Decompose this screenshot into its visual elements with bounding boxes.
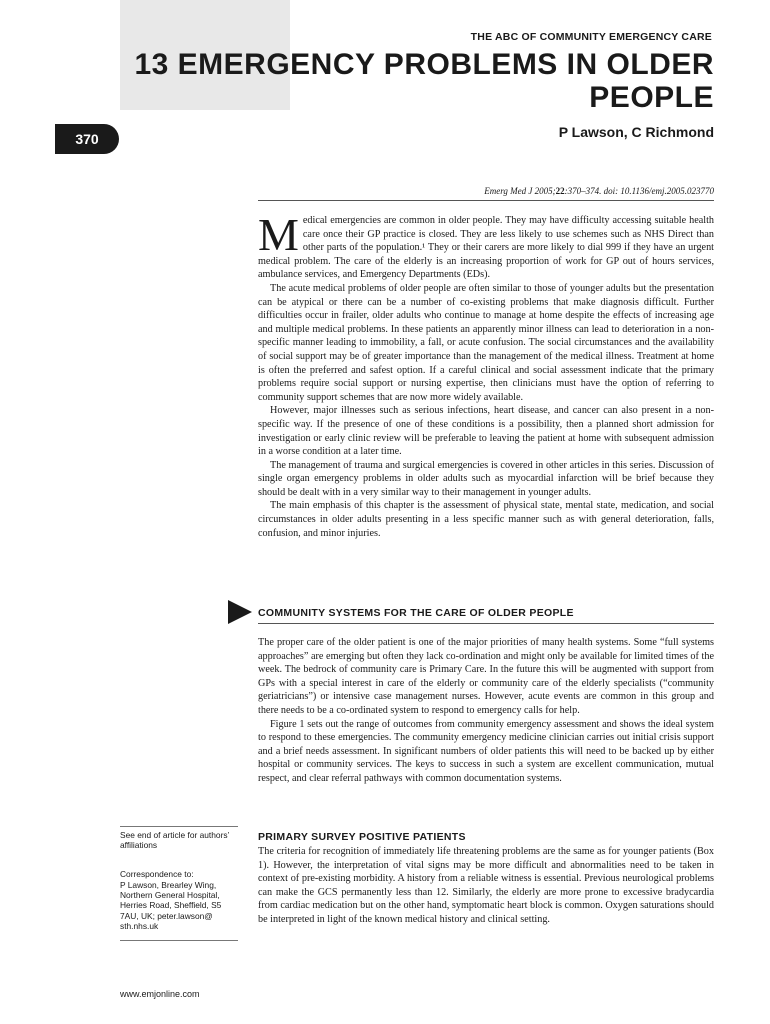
authors: P Lawson, C Richmond — [558, 124, 714, 140]
primary-survey-paragraph-1: The criteria for recognition of immediately life threatening problems are the same as for younger patients (Box 1). However, the interpretation of vital signs may be more difficult and abnormalities need to be taken in context of pre-existing morbidity. A history from a reliable witness is essential. Previous neurological problems can make the GCS permanently less than 12. Similarly, the elderly are more prone to excessive bradycardia from cardiac medication but on the other hand, symptomatic heart block is common. Oxygen saturations should be interpreted in light of the known medical history and clinical setting. — [258, 846, 714, 925]
journal-url: www.emjonline.com — [120, 989, 200, 999]
intro-paragraph-2: The acute medical problems of older people are often similar to those of younger adults but the presentation can be atypical or there can be a number of co-existing problems that make diagnosis difficult. Further difficulties occur in frailer, older adults who continue to manage at home despite the effects of increasing age and multiple medical problems. In these patients an apparently minor illness can lead to deterioration in a non-specific manner leading to immobility, a fall, or acute confusion. The social circumstances and the availability of social support may be of greater importance than the management of the medical illness. Treatment at home is often the preferred and safest option. If a careful clinical and social assessment indicate that the primary problems require social support or nursing expertise, then clinicians must have the option of referring to community support schemes that are now more widely available. — [258, 282, 714, 403]
intro-paragraph-4: The management of trauma and surgical emergencies is covered in other articles in this series. Discussion of single organ emergency problems in older adults such as myocardial infarction will be brief because they should be dealt with in a very similar way to their management in younger adults. — [258, 459, 714, 498]
intro-body — [258, 209, 714, 540]
citation-rest: :370–374. doi: 10.1136/emj.2005.023770 — [564, 186, 714, 196]
series-title: THE ABC OF COMMUNITY EMERGENCY CARE — [470, 31, 712, 43]
citation-volume: 22 — [555, 186, 565, 196]
citation-journal: Emerg Med J — [484, 186, 533, 196]
sidebar-top-rule — [120, 826, 238, 827]
page-number-badge: 370 — [55, 124, 119, 154]
correspondence-address: P Lawson, Brearley Wing, Northern General Hospital, Herries Road, Sheffield, S5 7AU, UK; peter.lawson@ sth.nhs.uk — [120, 880, 222, 931]
title-line-1: 13 EMERGENCY PROBLEMS IN OLDER — [134, 48, 714, 81]
intro-paragraph-1: Medical emergencies are common in older people. They may have difficulty accessing suitable health care once their GP practice is closed. They are less likely to use schemes such as NHS Direct than other parts of the population.¹ They or their carers are more likely to dial 999 if they have an urgent medical problem. The care of the elderly is an increasing proportion of work for GP out of hours services, ambulance services, and Emergency Departments (EDs). — [258, 209, 714, 281]
community-section-body — [258, 636, 714, 786]
section-heading-primary-survey: PRIMARY SURVEY POSITIVE PATIENTS — [258, 831, 466, 843]
section-heading-rule — [258, 623, 714, 624]
sidebar-bottom-rule — [120, 940, 238, 941]
drop-cap: M — [258, 209, 299, 260]
section-arrow-icon — [228, 600, 252, 624]
correspondence-label: Correspondence to: — [120, 869, 194, 879]
community-paragraph-2: Figure 1 sets out the range of outcomes from community emergency assessment and shows the ideal system to respond to these emergencies. The community emergency medicine clinician carries out initial crisis support and a brief needs assessment. In significant numbers of older patients this will need to be backed up by either hospital or community services. The keys to success in such a system are excellent communication, mutual respect, and clear referral pathways with common documentation systems. — [258, 718, 714, 784]
citation-rule — [258, 200, 714, 201]
intro-paragraph-3: However, major illnesses such as serious infections, heart disease, and cancer can also present in a non-specific way. If the presence of one of these conditions is a possibility, then a planned short admission for investigation or early clinic review will be preferable to leaving the patient at home with subsequent admission in a worse condition at a later time. — [258, 405, 714, 458]
section-heading-community: COMMUNITY SYSTEMS FOR THE CARE OF OLDER PEOPLE — [258, 607, 574, 619]
affiliations-note: See end of article for authors’ affiliations — [120, 830, 230, 851]
citation — [484, 186, 714, 196]
community-paragraph-1: The proper care of the older patient is one of the major priorities of many health systems. Some “full systems approaches” are emerging but often they lack co-ordination and might only be available for limited times of the week. The bedrock of community care is Primary Care. In the future this will be augmented with support from GPs with a special interest in care of the elderly or community care of the elderly specialists (“community geriatricians”) or intensive case management nurses. However, acute events are common in this group and there needs to be a co-ordinated system to respond to emergency calls for help. — [258, 637, 714, 716]
citation-year: 2005; — [532, 186, 556, 196]
article-title — [114, 48, 714, 114]
title-line-2: PEOPLE — [589, 81, 714, 114]
intro-paragraph-5: The main emphasis of this chapter is the assessment of physical state, mental state, medication, and social circumstances in older adults presenting in a less specific manner such as with general deterioration, falls, confusion, and minor injuries. — [258, 500, 714, 539]
primary-survey-body — [258, 845, 714, 927]
